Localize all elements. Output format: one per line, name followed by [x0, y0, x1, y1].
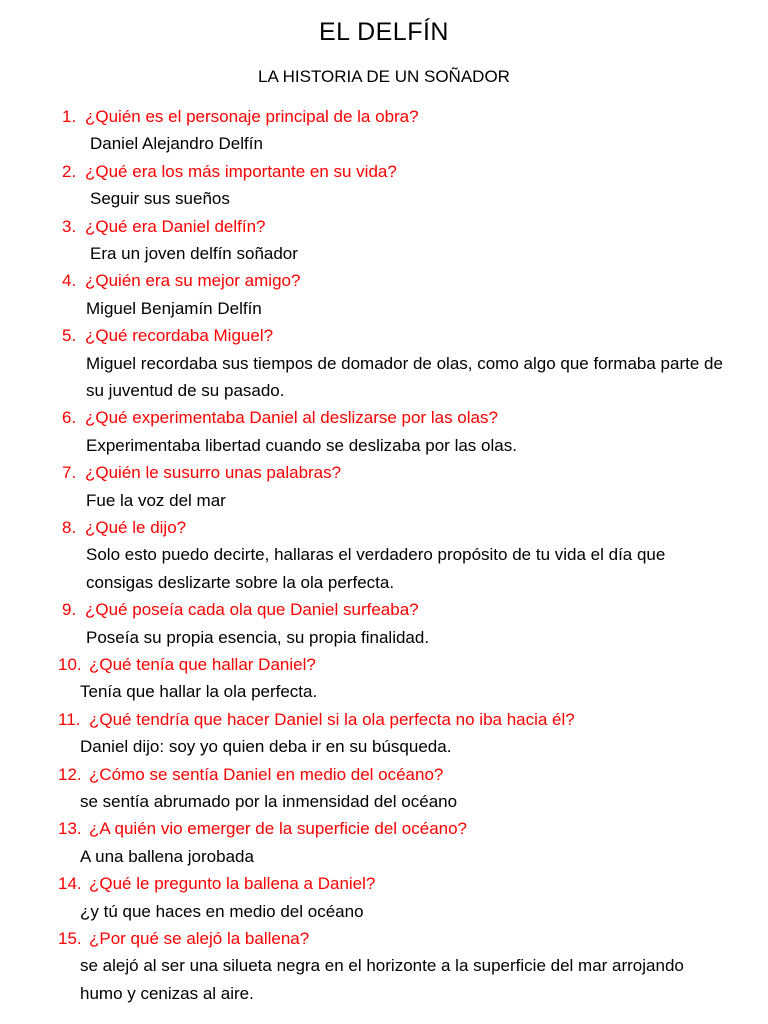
question-number: 6. — [62, 408, 77, 428]
question-number: 9. — [62, 600, 77, 620]
question-text: ¿Quién era su mejor amigo? — [85, 271, 301, 291]
question-text: ¿A quién vio emerger de la superficie del océano? — [89, 819, 468, 839]
question-number: 8. — [62, 517, 77, 537]
question — [0, 267, 768, 294]
answer-text: Poseía su propia esencia, su propia finalidad. — [86, 627, 430, 647]
qa-item — [0, 404, 768, 459]
question-text: ¿Qué recordaba Miguel? — [85, 326, 274, 346]
answer-text: Miguel recordaba sus tiempos de domador de olas, como algo que formaba parte de su juventud de su pasado. — [86, 353, 723, 400]
qa-item — [0, 267, 768, 322]
question — [0, 322, 768, 349]
document-title: EL DELFÍN — [318, 18, 449, 46]
answer-text: Seguir sus sueños — [90, 189, 230, 209]
qa-item — [0, 815, 768, 870]
question-text: ¿Quién le susurro unas palabras? — [85, 463, 342, 483]
question-text: ¿Cómo se sentía Daniel en medio del océano? — [89, 764, 444, 784]
qa-item — [0, 322, 768, 404]
question-text: ¿Qué poseía cada ola que Daniel surfeaba? — [85, 600, 419, 620]
answer-text: Era un joven delfín soñador — [90, 243, 298, 263]
answer-text: Daniel Alejandro Delfín — [90, 134, 263, 154]
question-text: ¿Qué tendría que hacer Daniel si la ola perfecta no iba hacia él? — [89, 709, 575, 729]
qa-item — [0, 459, 768, 514]
question — [0, 596, 768, 623]
question — [0, 404, 768, 431]
question — [0, 651, 768, 678]
question-text: ¿Quién es el personaje principal de la obra? — [85, 107, 419, 126]
question-text: ¿Qué le dijo? — [85, 517, 187, 537]
question — [0, 158, 768, 185]
answer-text: A una ballena jorobada — [80, 846, 254, 866]
question — [0, 870, 768, 897]
question-text: ¿Qué le pregunto la ballena a Daniel? — [89, 874, 376, 894]
question-number: 2. — [62, 161, 77, 181]
answer-text: Experimentaba libertad cuando se deslizaba por las olas. — [86, 435, 517, 455]
question — [0, 213, 768, 240]
qa-item — [0, 103, 768, 158]
question — [0, 815, 768, 842]
question-number: 12. — [58, 764, 82, 784]
question-text: ¿Qué era Daniel delfín? — [85, 216, 266, 236]
qa-item — [0, 514, 768, 596]
question-text: ¿Qué era los más importante en su vida? — [85, 161, 397, 181]
answer-text: Miguel Benjamín Delfín — [86, 298, 262, 318]
question-text: ¿Qué experimentaba Daniel al deslizarse por las olas? — [85, 408, 498, 428]
question — [0, 706, 768, 733]
question-number: 14. — [58, 874, 82, 894]
qa-item — [0, 761, 768, 816]
qa-item — [0, 870, 768, 925]
question — [0, 459, 768, 486]
answer-text: Tenía que hallar la ola perfecta. — [80, 682, 318, 702]
question-number: 15. — [58, 928, 82, 948]
question-number: 4. — [62, 271, 77, 291]
answer-text: Solo esto puedo decirte, hallaras el verdadero propósito de tu vida el día que consigas deslizarte sobre la ola perfecta. — [86, 545, 666, 592]
question-number: 10. — [58, 654, 82, 674]
document-subtitle: LA HISTORIA DE UN SOÑADOR — [258, 67, 510, 86]
question-number: 7. — [62, 463, 77, 483]
question-text: ¿Qué tenía que hallar Daniel? — [89, 654, 316, 674]
answer-text: Daniel dijo: soy yo quien deba ir en su búsqueda. — [80, 737, 452, 757]
question-number: 3. — [62, 216, 77, 236]
question — [0, 925, 768, 952]
question — [0, 514, 768, 541]
question-number: 11. — [58, 709, 81, 729]
question — [0, 761, 768, 788]
question-number: 13. — [58, 819, 82, 839]
question — [0, 103, 768, 130]
qa-item — [0, 925, 768, 1007]
question-number: 1. — [62, 107, 77, 126]
answer-text: se sentía abrumado por la inmensidad del océano — [80, 791, 458, 811]
qa-item — [0, 158, 768, 213]
qa-item — [0, 651, 768, 706]
qa-item — [0, 596, 768, 651]
answer-text: ¿y tú que haces en medio del océano — [80, 901, 364, 921]
question-text: ¿Por qué se alejó la ballena? — [89, 928, 310, 948]
answer-text: se alejó al ser una silueta negra en el horizonte a la superficie del mar arrojando humo y cenizas al aire. — [80, 956, 684, 1003]
answer-text: Fue la voz del mar — [86, 490, 226, 510]
qa-item — [0, 706, 768, 761]
qa-item — [0, 213, 768, 268]
question-number: 5. — [62, 326, 77, 346]
question-answer-list — [0, 103, 768, 1007]
